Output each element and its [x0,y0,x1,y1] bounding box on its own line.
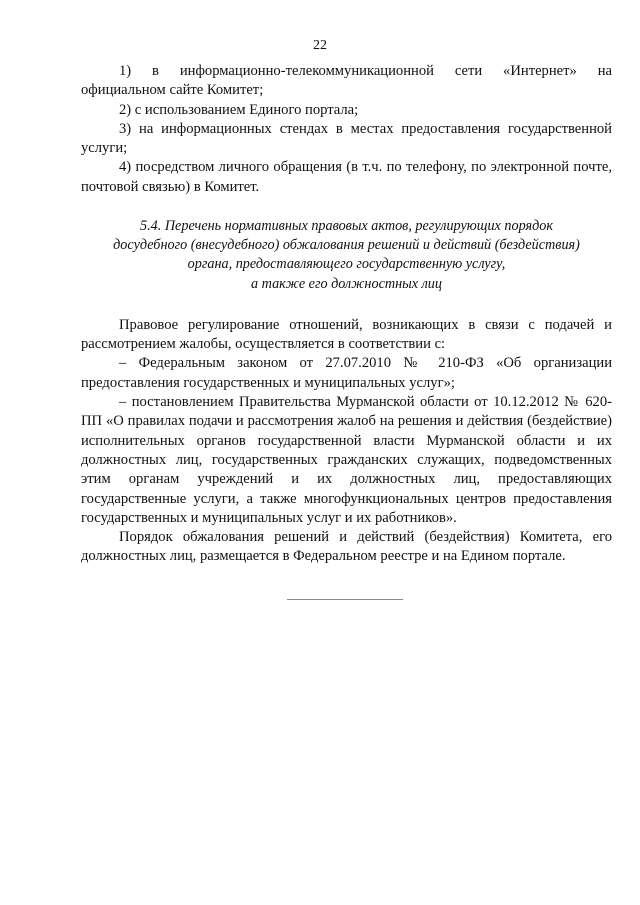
list-item: 3) на информационных стендах в местах предоставления государственной услуги; [81,120,612,157]
page-number: 22 [313,38,327,53]
document-body [81,62,612,567]
section-heading-line: досудебного (внесудебного) обжалования решений и действий (бездействия) [113,237,580,254]
section-heading [81,217,612,294]
paragraph: Порядок обжалования решений и действий (бездействия) Комитета, его должностных лиц, размещается в Федеральном реестре и на Едином портале. [81,529,612,565]
list-item: 2) с использованием Единого портала; [119,101,359,118]
section-heading-line: органа, предоставляющего государственную услугу, [187,256,506,273]
list-item: 1) в информационно-телекоммуникационной сети «Интернет» на официальном сайте Комитет; [81,63,612,99]
end-divider [287,599,403,600]
paragraph: – Федеральным законом от 27.07.2010 № 210-ФЗ «Об организации предоставления государственных и муниципальных услуг»; [81,355,612,391]
paragraph: Правовое регулирование отношений, возникающих в связи с подачей и рассмотрением жалобы, осуществляется в соответствии с: [81,316,612,353]
list-item: 4) посредством личного обращения (в т.ч. по телефону, по электронной почте, почтовой связью) в Комитет. [81,159,612,195]
paragraph: – постановлением Правительства Мурманской области от 10.12.2012 № 620-ПП «О правилах подачи и рассмотрения жалоб на решения и действия (бездействие) исполнительных органов государственной власти Мурманской области и их должностных лиц, государственных гражданских служащих, подведомственных этим органам учреждений и их должностных лиц, предоставляющих государственные услуги, а также многофункциональных центров предоставления государственных и муниципальных услуг и их работников». [81,394,612,526]
section-heading-line: 5.4. Перечень нормативных правовых актов, регулирующих порядок [139,218,553,235]
section-heading-line: а также его должностных лиц [251,275,442,292]
